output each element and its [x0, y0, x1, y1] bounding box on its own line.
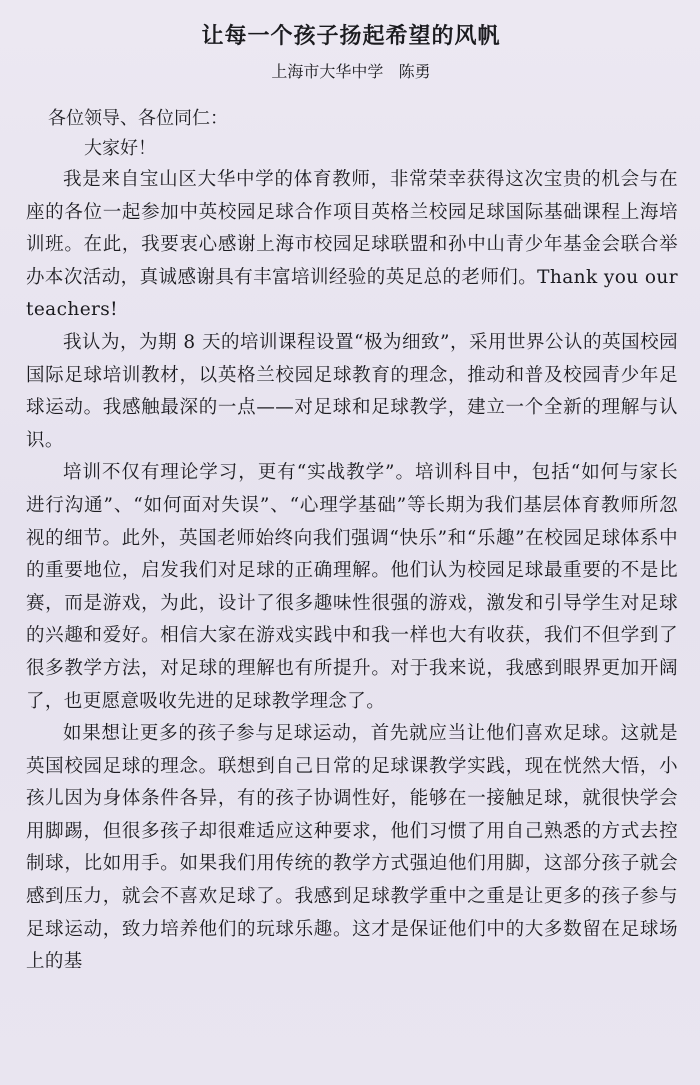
paragraph-3: 培训不仅有理论学习，更有“实战教学”。培训科目中，包括“如何与家长进行沟通”、“如何面对失误”、“心理学基础”等长期为我们基层体育教师所忽视的细节。此外，英国老师始终向我们强调“快乐”和“乐趣”在校园足球体系中的重要地位，启发我们对足球的正确理解。他们认为校园足球最重要的不是比赛，而是游戏，为此，设计了很多趣味性很强的游戏，激发和引导学生对足球的兴趣和爱好。相信大家在游戏实践中和我一样也大有收获，我们不但学到了很多教学方法，对足球的理解也有所提升。对于我来说，我感到眼界更加开阔了，也更愿意吸收先进的足球教学理念了。 — [26, 462, 678, 712]
paragraph-4: 如果想让更多的孩子参与足球运动，首先就应当让他们喜欢足球。这就是英国校园足球的理念。联想到自己日常的足球课教学实践，现在恍然大悟，小孩儿因为身体条件各异，有的孩子协调性好，能够在一接触足球，就很快学会用脚踢，但很多孩子却很难适应这种要求，他们习惯了用自己熟悉的方式去控制球，比如用手。如果我们用传统的教学方式强迫他们用脚，这部分孩子就会感到压力，就会不喜欢足球了。我感到足球教学重中之重是让更多的孩子参与足球运动，致力培养他们的玩球乐趣。这才是保证他们中的大多数留在足球场上的基 — [26, 723, 678, 973]
greeting: 大家好！ — [84, 138, 156, 159]
author-byline: 上海市大华中学 陈勇 — [271, 62, 431, 81]
paragraph-1: 我是来自宝山区大华中学的体育教师，非常荣幸获得这次宝贵的机会与在座的各位一起参加中英校园足球合作项目英格兰校园足球国际基础课程上海培训班。在此，我要衷心感谢上海市校园足球联盟和孙中山青少年基金会联合举办本次活动，真诚感谢具有丰富培训经验的英足总的老师们。Thank you our teachers! — [26, 169, 678, 321]
paragraph-2: 我认为，为期 8 天的培训课程设置“极为细致”，采用世界公认的英国校园国际足球培训教材，以英格兰校园足球教育的理念，推动和普及校园青少年足球运动。我感触最深的一点——对足球和足球教学，建立一个全新的理解与认识。 — [26, 331, 678, 451]
salutation: 各位领导、各位同仁： — [48, 108, 228, 129]
document-title: 让每一个孩子扬起希望的风帆 — [201, 24, 501, 49]
